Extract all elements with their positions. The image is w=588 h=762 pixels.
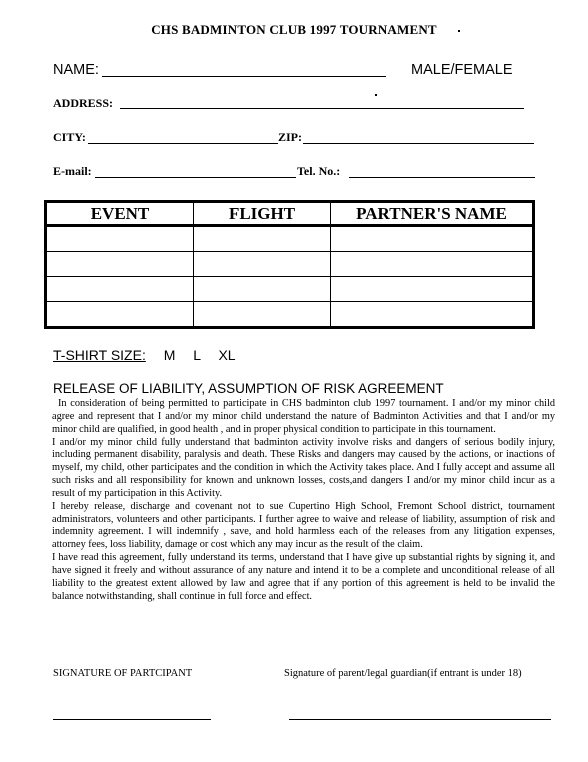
tshirt-size-option-xl[interactable]: XL <box>218 347 236 363</box>
table-row <box>46 226 534 252</box>
event-table <box>44 200 535 329</box>
speck <box>458 30 460 32</box>
release-paragraph: I hereby release, discharge and covenant not to sue Cupertino High School, Fremont School district, tournament administrators, volunteers and other participants. I further agree to waive and release of liability, assumption of risk and indemnity agreement. I will indemnify , save, and hold harmless each of the releases from any litigation expenses, attorney fees, loss liability, damage or cost which any may incur as the result of the claim. <box>52 500 555 551</box>
flight-cell[interactable] <box>194 277 331 302</box>
release-paragraph: In consideration of being permitted to participate in CHS badminton club 1997 tournament. I and/or my minor child agree and represent that I and/or my minor child understand the nature of Badminton Activities and that I and/or my minor child are qualified, in good health , and in proper physical condition to participate in this tournament. <box>52 398 555 435</box>
zip-label: ZIP: <box>278 130 302 144</box>
address-label: ADDRESS: <box>53 96 114 110</box>
gender-label: MALE/FEMALE <box>411 62 513 78</box>
guardian-signature-label: Signature of parent/legal guardian(if entrant is under 18) <box>284 668 522 679</box>
partner-name-cell[interactable] <box>331 226 534 252</box>
release-title: RELEASE OF LIABILITY, ASSUMPTION OF RISK AGREEMENT <box>53 381 444 396</box>
address-field[interactable] <box>120 108 524 109</box>
city-field[interactable] <box>88 143 278 144</box>
table-header-row <box>46 202 534 226</box>
event-column-header: EVENT <box>46 202 194 226</box>
table-row <box>46 302 534 328</box>
flight-cell[interactable] <box>194 226 331 252</box>
city-label: CITY: <box>53 130 86 144</box>
flight-cell[interactable] <box>194 252 331 277</box>
page-title: CHS BADMINTON CLUB 1997 TOURNAMENT <box>151 22 437 37</box>
tshirt-size-option-l[interactable]: L <box>193 347 201 363</box>
name-field[interactable] <box>102 76 386 77</box>
release-paragraph: I and/or my minor child fully understand that badminton activity involve risks and dangers of serious bodily injury, including permanent disability, paralysis and death. These Risks and dangers may caused by the actions, or inactions of myself, my child, other participates and the condition in which the Activity takes place. And I fully accept and assume all such risks and all responsibility for known and unknown losses, costs,and dangers I and/or my minor child incur as a result of my participation in this Activity. <box>52 436 555 499</box>
event-cell[interactable] <box>46 302 194 328</box>
email-field[interactable] <box>95 177 296 178</box>
flight-cell[interactable] <box>194 302 331 328</box>
partner-name-column-header: PARTNER'S NAME <box>331 202 534 226</box>
flight-column-header: FLIGHT <box>194 202 331 226</box>
participant-signature-label: SIGNATURE OF PARTCIPANT <box>53 668 193 679</box>
partner-name-cell[interactable] <box>331 277 534 302</box>
event-cell[interactable] <box>46 226 194 252</box>
event-cell[interactable] <box>46 277 194 302</box>
zip-field[interactable] <box>303 143 534 144</box>
table-row <box>46 277 534 302</box>
partner-name-cell[interactable] <box>331 302 534 328</box>
release-paragraph: I have read this agreement, fully understand its terms, understand that I have give up substantial rights by signing it, and have signed it freely and without assurance of any nature and intend it to be a complete and unconditional release of all liability to the greatest extent allowed by law and agree that if any portion of this agreement is held to be invalid the balance notwithstanding, shall continue in full force and effect. <box>52 552 555 602</box>
participant-signature-line[interactable] <box>53 719 211 720</box>
speck <box>375 94 377 96</box>
table-row <box>46 252 534 277</box>
tel-field[interactable] <box>349 177 535 178</box>
tshirt-size-option-m[interactable]: M <box>163 347 176 363</box>
guardian-signature-line[interactable] <box>289 719 551 720</box>
tel-label: Tel. No.: <box>297 164 341 178</box>
tshirt-size-row <box>53 347 236 363</box>
partner-name-cell[interactable] <box>331 252 534 277</box>
release-text <box>52 398 555 604</box>
tshirt-size-label: T-SHIRT SIZE: <box>53 347 146 363</box>
name-label: NAME: <box>53 62 99 78</box>
event-cell[interactable] <box>46 252 194 277</box>
email-label: E-mail: <box>53 164 92 178</box>
